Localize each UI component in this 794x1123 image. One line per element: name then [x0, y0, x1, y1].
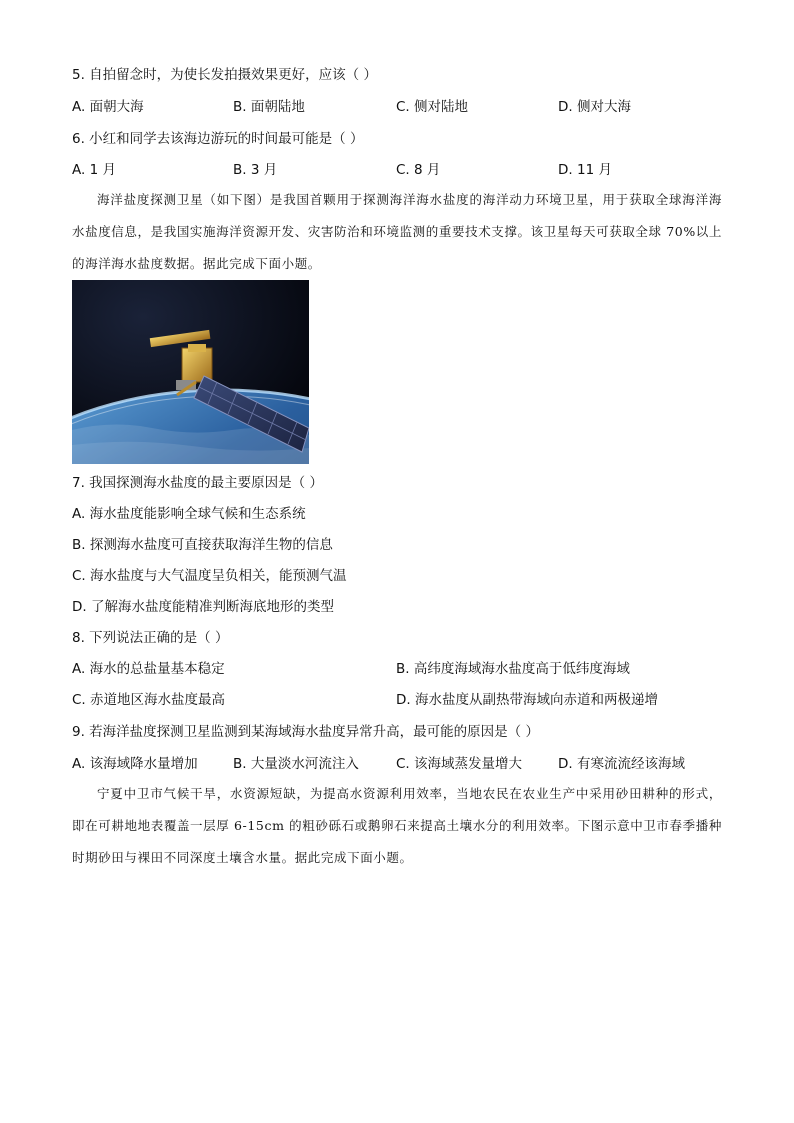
question-7-option-a: A. 海水盐度能影响全球气候和生态系统 [72, 506, 306, 522]
question-6-option-a: A. 1 月 [72, 162, 116, 178]
question-6-option-d: D. 11 月 [558, 162, 612, 178]
question-8-stem: 8. 下列说法正确的是（ ） [72, 630, 229, 646]
question-8-option-c: C. 赤道地区海水盐度最高 [72, 692, 226, 708]
question-6-stem: 6. 小红和同学去该海边游玩的时间最可能是（ ） [72, 131, 364, 147]
question-5-option-c: C. 侧对陆地 [396, 99, 469, 115]
question-9-stem: 9. 若海洋盐度探测卫星监测到某海域海水盐度异常升高，最可能的原因是（ ） [72, 724, 539, 740]
question-9-option-b: B. 大量淡水河流注入 [233, 756, 359, 772]
question-9-option-c: C. 该海域蒸发量增大 [396, 756, 523, 772]
question-6-option-c: C. 8 月 [396, 162, 441, 178]
question-8-option-b: B. 高纬度海域海水盐度高于低纬度海域 [396, 661, 630, 677]
passage-satellite: 海洋盐度探测卫星（如下图）是我国首颗用于探测海洋海水盐度的海洋动力环境卫星，用于获取全球海洋海水盐度信息，是我国实施海洋资源开发、灾害防治和环境监测的重要技术支撑。该卫星每天可获取全球 70%以上的海洋海水盐度数据。据此完成下面小题。 [72, 192, 722, 271]
question-7-option-d: D. 了解海水盐度能精准判断海底地形的类型 [72, 599, 334, 615]
question-6-option-b: B. 3 月 [233, 162, 278, 178]
question-9-option-d: D. 有寒流流经该海域 [558, 756, 685, 772]
question-7-stem: 7. 我国探测海水盐度的最主要原因是（ ） [72, 475, 323, 491]
satellite-figure [72, 280, 309, 464]
question-8-option-d: D. 海水盐度从副热带海域向赤道和两极递增 [396, 692, 658, 708]
question-5-option-b: B. 面朝陆地 [233, 99, 305, 115]
question-7-option-c: C. 海水盐度与大气温度呈负相关，能预测气温 [72, 568, 347, 584]
question-5-option-a: A. 面朝大海 [72, 99, 144, 115]
question-5-option-d: D. 侧对大海 [558, 99, 631, 115]
question-9-option-a: A. 该海域降水量增加 [72, 756, 198, 772]
passage-sand-field: 宁夏中卫市气候干旱，水资源短缺，为提高水资源利用效率，当地农民在农业生产中采用砂田耕种的形式，即在可耕地地表覆盖一层厚 6-15cm 的粗砂砾石或鹅卵石来提高土壤水分的利用效率。下图示意中卫市春季播种时期砂田与裸田不同深度土壤含水量。据此完成下面小题。 [72, 786, 722, 865]
question-8-option-a: A. 海水的总盐量基本稳定 [72, 661, 225, 677]
satellite-image [72, 280, 309, 464]
question-5-stem: 5. 自拍留念时，为使长发拍摄效果更好，应该（ ） [72, 67, 377, 83]
question-7-option-b: B. 探测海水盐度可直接获取海洋生物的信息 [72, 537, 333, 553]
